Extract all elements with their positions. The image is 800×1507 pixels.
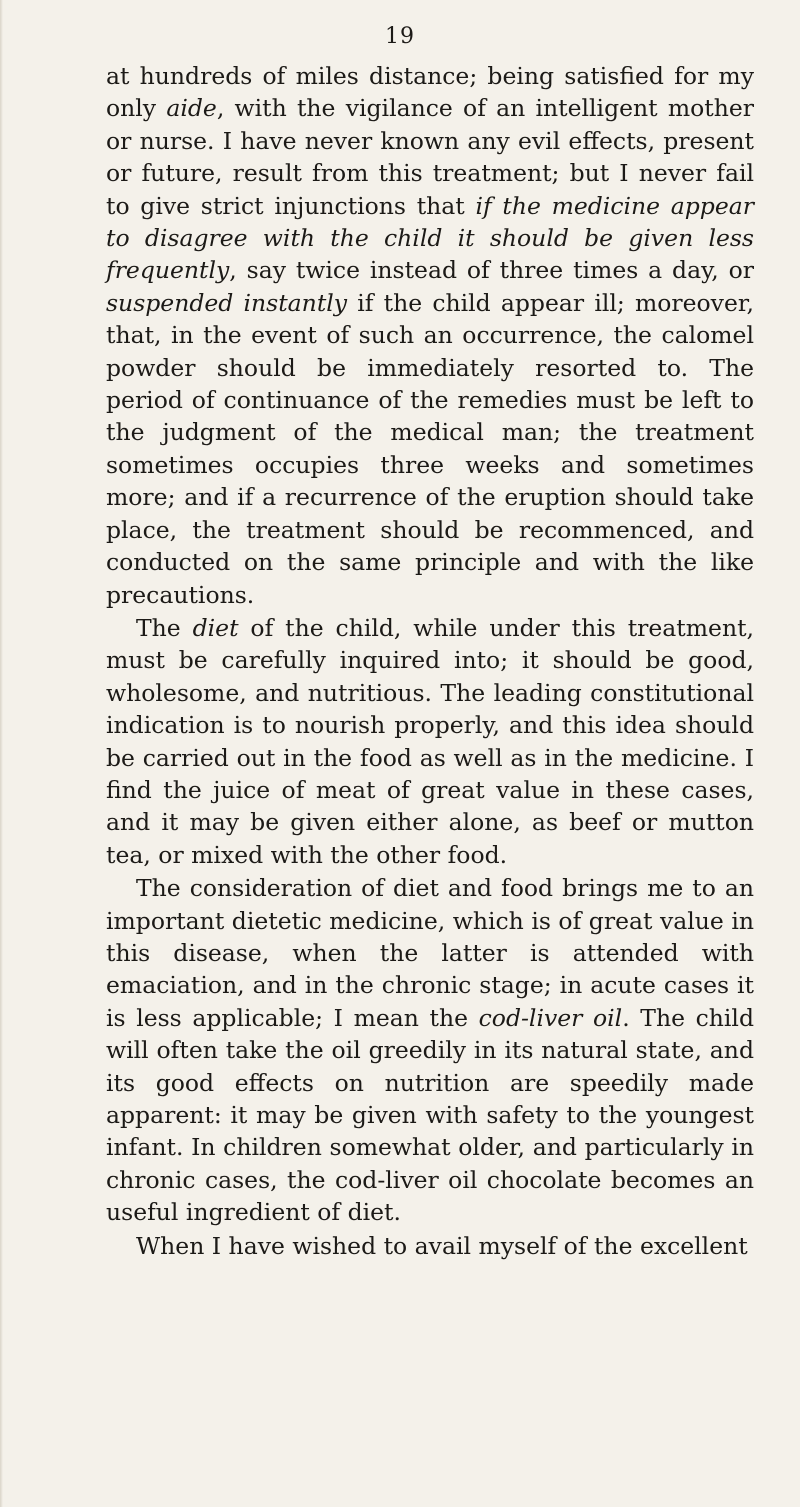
italic-run: diet [192, 613, 239, 642]
text-run: , say twice instead of three times a day, or [229, 256, 754, 285]
page-edge-shadow [0, 0, 3, 1507]
paragraph [106, 612, 754, 871]
paragraph [106, 1230, 754, 1262]
paragraph [106, 60, 754, 611]
text-run: When I have wished to avail myself of the excellent [136, 1231, 748, 1260]
page-number: 19 [385, 24, 415, 49]
italic-run: suspended instantly [106, 288, 348, 317]
text-run: , with the vigilance of an intelligent mother or nurse. I have never known any evil effects, present or future, result from this treatment; but I never fail to give strict injunctions that [106, 94, 754, 220]
italic-run: aide [166, 94, 217, 123]
paragraph [106, 872, 754, 1228]
text-run: at hundreds of miles distance; being satisfied for my only [106, 62, 754, 123]
italic-run: if the medicine appear to disagree with the child it should be given less frequently [106, 191, 755, 285]
text-run: of the child, while under this treatment, must be carefully inquired into; it should be good, wholesome, and nutritious. The leading constitutional indication is to nourish properly, and this idea should be carried out in the food as well as in the medicine. I find the juice of meat of great value in these cases, and it may be given either alone, as beef or mutton tea, or mixed with the other food. [106, 613, 754, 869]
italic-run: cod-liver oil [478, 1003, 623, 1032]
text-run: . The child will often take the oil greedily in its natural state, and its good effects on nutrition are speedily made apparent: it may be given with safety to the youngest infant. In children somewhat older, and particularly in chronic cases, the cod-liver oil chocolate becomes an useful ingredient of diet. [106, 1003, 754, 1227]
text-run: if the child appear ill; moreover, that, in the event of such an occurrence, the calomel powder should be immediately resorted to. The period of continuance of the remedies must be left to the judgment of the medical man; the treatment sometimes occupies three weeks and sometimes more; and if a recurrence of the eruption should take place, the treatment should be recommenced, and conducted on the same principle and with the like precautions. [106, 288, 754, 609]
text-run: The [136, 613, 193, 642]
text-run: The consideration of diet and food brings me to an important dietetic medicine, which is of great value in this disease, when the latter is attended with emaciation, and in the chronic stage; in acute cases it is less applicable; I mean the [106, 874, 754, 1032]
body-text [106, 60, 754, 1262]
